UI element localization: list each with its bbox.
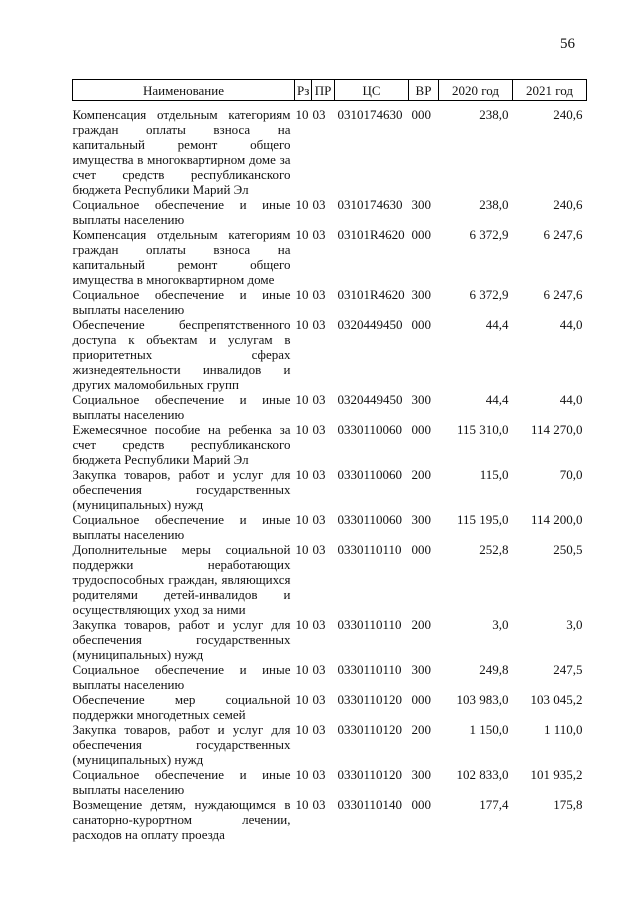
cell-vr: 300 — [411, 512, 431, 527]
table-row — [73, 227, 587, 287]
cell-vr: 300 — [411, 662, 431, 677]
cell-pr: 03 — [312, 722, 326, 737]
cell-rz: 10 — [295, 467, 309, 482]
cell-cs: 0310174630 — [337, 107, 403, 122]
header-2021: 2021 год — [513, 80, 587, 101]
cell-cs: 0320449450 — [337, 392, 403, 407]
cell-vr: 000 — [411, 692, 431, 707]
cell-2020: 102 833,0 — [456, 767, 509, 782]
cell-2021: 44,0 — [559, 317, 583, 332]
cell-cs: 03101R4620 — [337, 227, 405, 242]
table-row — [73, 392, 587, 422]
cell-rz: 10 — [295, 107, 309, 122]
cell-rz: 10 — [295, 287, 309, 302]
cell-vr: 200 — [411, 722, 431, 737]
cell-2021: 1 110,0 — [543, 722, 583, 737]
cell-2021: 70,0 — [559, 467, 583, 482]
header-pr: ПР — [312, 80, 335, 101]
cell-name: Закупка товаров, работ и услуг для обеспечения государственных (муниципальных) нужд — [72, 722, 291, 767]
cell-2021: 175,8 — [553, 797, 583, 812]
header-name: Наименование — [73, 80, 295, 101]
cell-pr: 03 — [312, 692, 326, 707]
cell-vr: 000 — [411, 317, 431, 332]
table-row — [73, 467, 587, 512]
table-row — [73, 662, 587, 692]
cell-cs: 0330110140 — [337, 797, 403, 812]
cell-rz: 10 — [295, 317, 309, 332]
cell-cs: 0330110120 — [337, 767, 403, 782]
cell-2021: 103 045,2 — [530, 692, 583, 707]
cell-name: Компенсация отдельным категориям граждан оплаты взноса на капитальный ремонт общего имущества в многоквартирном доме — [72, 227, 291, 287]
table-row — [73, 287, 587, 317]
cell-pr: 03 — [312, 227, 326, 242]
cell-cs: 0330110120 — [337, 692, 403, 707]
cell-name: Социальное обеспечение и иные выплаты населению — [72, 767, 291, 797]
table-header — [73, 80, 587, 101]
table-row — [73, 722, 587, 767]
cell-rz: 10 — [295, 767, 309, 782]
cell-cs: 0330110060 — [337, 422, 403, 437]
table-body — [73, 101, 587, 843]
cell-pr: 03 — [312, 617, 326, 632]
cell-rz: 10 — [295, 392, 309, 407]
cell-pr: 03 — [312, 512, 326, 527]
cell-name: Закупка товаров, работ и услуг для обеспечения государственных (муниципальных) нужд — [72, 617, 291, 662]
cell-2020: 115 195,0 — [456, 512, 509, 527]
cell-vr: 000 — [411, 107, 431, 122]
cell-rz: 10 — [295, 197, 309, 212]
cell-rz: 10 — [295, 512, 309, 527]
cell-vr: 000 — [411, 542, 431, 557]
cell-pr: 03 — [312, 467, 326, 482]
cell-pr: 03 — [312, 767, 326, 782]
header-cs: ЦС — [335, 80, 409, 101]
cell-2020: 103 983,0 — [456, 692, 509, 707]
cell-vr: 000 — [411, 422, 431, 437]
cell-cs: 0330110110 — [337, 617, 402, 632]
header-row — [73, 80, 587, 101]
cell-cs: 0310174630 — [337, 197, 403, 212]
cell-cs: 0330110110 — [337, 662, 402, 677]
cell-2021: 44,0 — [559, 392, 583, 407]
cell-2021: 240,6 — [553, 107, 583, 122]
cell-pr: 03 — [312, 287, 326, 302]
budget-table-container — [72, 79, 586, 842]
cell-vr: 300 — [411, 767, 431, 782]
table-row — [73, 107, 587, 197]
cell-name: Социальное обеспечение и иные выплаты населению — [72, 197, 291, 227]
cell-2021: 114 200,0 — [530, 512, 583, 527]
cell-2020: 115,0 — [479, 467, 509, 482]
cell-cs: 03101R4620 — [337, 287, 405, 302]
cell-2020: 252,8 — [479, 542, 509, 557]
cell-2021: 6 247,6 — [543, 227, 583, 242]
cell-2020: 249,8 — [479, 662, 509, 677]
cell-rz: 10 — [295, 662, 309, 677]
table-row — [73, 542, 587, 617]
cell-rz: 10 — [295, 692, 309, 707]
cell-vr: 200 — [411, 467, 431, 482]
cell-pr: 03 — [312, 392, 326, 407]
cell-name: Социальное обеспечение и иные выплаты населению — [72, 287, 291, 317]
cell-rz: 10 — [295, 722, 309, 737]
cell-2021: 114 270,0 — [530, 422, 583, 437]
table-row — [73, 317, 587, 392]
cell-2020: 44,4 — [485, 392, 509, 407]
cell-2020: 44,4 — [485, 317, 509, 332]
table-row — [73, 797, 587, 842]
cell-pr: 03 — [312, 107, 326, 122]
cell-2020: 6 372,9 — [469, 287, 509, 302]
cell-2020: 238,0 — [479, 197, 509, 212]
table-row — [73, 617, 587, 662]
cell-cs: 0330110110 — [337, 542, 402, 557]
table-row — [73, 197, 587, 227]
cell-rz: 10 — [295, 227, 309, 242]
cell-cs: 0330110060 — [337, 467, 403, 482]
cell-name: Компенсация отдельным категориям граждан оплаты взноса на капитальный ремонт общего имущества в многоквартирном доме за счет средств республиканского бюджета Республики Марий Эл — [72, 107, 291, 197]
cell-vr: 300 — [411, 287, 431, 302]
page-number: 56 — [560, 36, 575, 52]
table-row — [73, 422, 587, 467]
cell-2020: 115 310,0 — [456, 422, 509, 437]
header-2020: 2020 год — [439, 80, 513, 101]
cell-2020: 6 372,9 — [469, 227, 509, 242]
cell-name: Социальное обеспечение и иные выплаты населению — [72, 662, 291, 692]
cell-vr: 300 — [411, 197, 431, 212]
cell-pr: 03 — [312, 422, 326, 437]
cell-name: Социальное обеспечение и иные выплаты населению — [72, 512, 291, 542]
cell-vr: 200 — [411, 617, 431, 632]
cell-rz: 10 — [295, 422, 309, 437]
cell-vr: 000 — [411, 227, 431, 242]
header-rz: Рз — [295, 80, 312, 101]
cell-pr: 03 — [312, 797, 326, 812]
cell-pr: 03 — [312, 317, 326, 332]
table-row — [73, 512, 587, 542]
cell-2021: 6 247,6 — [543, 287, 583, 302]
cell-2020: 177,4 — [479, 797, 509, 812]
cell-name: Обеспечение мер социальной поддержки многодетных семей — [72, 692, 291, 722]
cell-2021: 247,5 — [553, 662, 583, 677]
cell-2021: 3,0 — [566, 617, 583, 632]
cell-2021: 240,6 — [553, 197, 583, 212]
cell-2020: 1 150,0 — [469, 722, 509, 737]
cell-name: Обеспечение беспрепятственного доступа к объектам и услугам в приоритетных сферах жизнедеятельности инвалидов и других маломобильных групп — [72, 317, 291, 392]
cell-name: Ежемесячное пособие на ребенка за счет средств республиканского бюджета Республики Марий Эл — [72, 422, 291, 467]
header-vr: ВР — [409, 80, 439, 101]
cell-rz: 10 — [295, 797, 309, 812]
budget-table — [72, 79, 587, 842]
cell-2021: 101 935,2 — [530, 767, 583, 782]
cell-cs: 0330110120 — [337, 722, 403, 737]
cell-name: Закупка товаров, работ и услуг для обеспечения государственных (муниципальных) нужд — [72, 467, 291, 512]
cell-pr: 03 — [312, 197, 326, 212]
cell-name: Возмещение детям, нуждающимся в санаторно-курортном лечении, расходов на оплату проезда — [72, 797, 291, 842]
table-row — [73, 767, 587, 797]
cell-cs: 0320449450 — [337, 317, 403, 332]
cell-pr: 03 — [312, 662, 326, 677]
cell-2021: 250,5 — [553, 542, 583, 557]
cell-cs: 0330110060 — [337, 512, 403, 527]
cell-pr: 03 — [312, 542, 326, 557]
table-row — [73, 692, 587, 722]
cell-2020: 238,0 — [479, 107, 509, 122]
cell-vr: 000 — [411, 797, 431, 812]
cell-name: Дополнительные меры социальной поддержки неработающих трудоспособных граждан, являющихся родителями детей-инвалидов и осуществляющих уход за ними — [72, 542, 291, 617]
cell-name: Социальное обеспечение и иные выплаты населению — [72, 392, 291, 422]
cell-2020: 3,0 — [492, 617, 509, 632]
cell-vr: 300 — [411, 392, 431, 407]
cell-rz: 10 — [295, 617, 309, 632]
cell-rz: 10 — [295, 542, 309, 557]
